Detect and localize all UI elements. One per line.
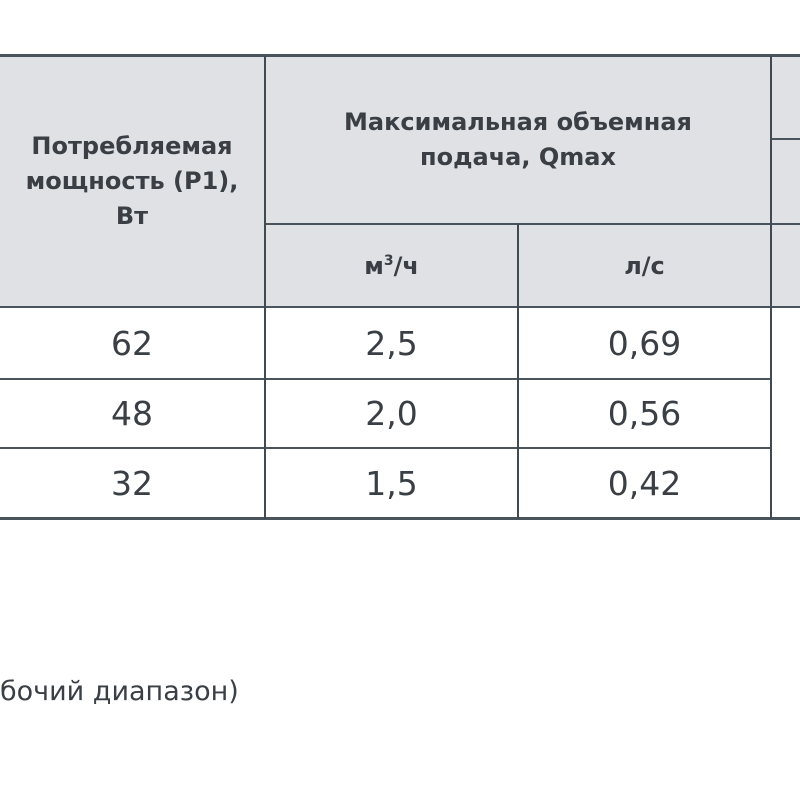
table-bottom-border <box>0 517 800 520</box>
header-power-line-2: мощность (P1), <box>25 167 239 195</box>
row-2-power: 48 <box>111 394 153 433</box>
footnote-operating-range: бочий диапазон) <box>0 676 239 707</box>
unit-m3-superscript: 3 <box>383 252 394 269</box>
right-subheader-divider <box>772 138 800 140</box>
row-1-ls: 0,69 <box>607 323 682 363</box>
header-unit-ls: л/с <box>624 251 665 280</box>
row-1-power: 62 <box>111 323 153 363</box>
header-power <box>0 57 264 306</box>
header-flow-line-1: Максимальная объемная <box>344 108 692 136</box>
row-2-ls: 0,56 <box>607 394 682 433</box>
unit-m3-base: м <box>364 251 384 280</box>
header-background-right <box>772 56 800 307</box>
row-2-m3h: 2,0 <box>365 394 418 433</box>
header-flow-line-2: подача, Qmax <box>420 143 616 171</box>
row-3-m3h: 1,5 <box>365 463 418 503</box>
header-max-flow <box>266 57 770 223</box>
header-unit-m3h <box>266 225 517 306</box>
row-3-power: 32 <box>111 463 153 503</box>
row-3-ls: 0,42 <box>607 463 682 503</box>
column-divider-right <box>770 56 772 519</box>
header-power-line-1: Потребляемая <box>31 132 233 160</box>
unit-m3-tail: /ч <box>393 251 419 280</box>
header-power-line-3: Вт <box>115 202 149 230</box>
row-1-m3h: 2,5 <box>365 323 418 363</box>
